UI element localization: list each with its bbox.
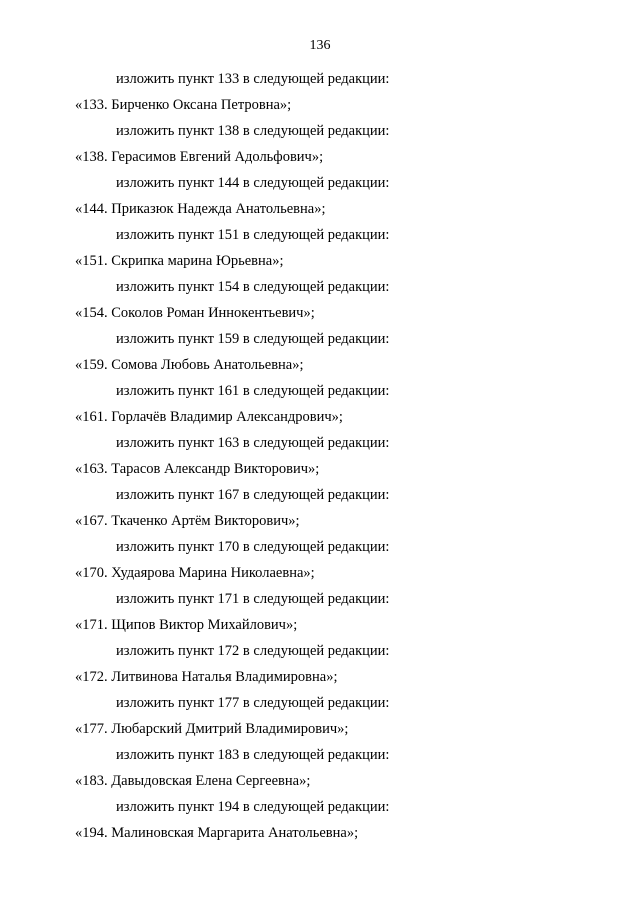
amendment-entry: «194. Малиновская Маргарита Анатольевна»; <box>75 825 359 841</box>
amendment-instruction: изложить пункт 172 в следующей редакции: <box>116 643 390 659</box>
amendment-entry: «154. Соколов Роман Иннокентьевич»; <box>75 305 315 321</box>
amendment-entry: «138. Герасимов Евгений Адольфович»; <box>75 149 324 165</box>
amendment-entry: «170. Худаярова Марина Николаевна»; <box>75 565 315 581</box>
amendment-instruction: изложить пункт 170 в следующей редакции: <box>116 539 390 555</box>
amendment-entry: «159. Сомова Любовь Анатольевна»; <box>75 357 304 373</box>
amendment-entry: «171. Щипов Виктор Михайлович»; <box>75 617 298 633</box>
amendment-instruction: изложить пункт 151 в следующей редакции: <box>116 227 390 243</box>
amendment-entry: «161. Горлачёв Владимир Александрович»; <box>75 409 343 425</box>
amendment-instruction: изложить пункт 171 в следующей редакции: <box>116 591 390 607</box>
amendment-instruction: изложить пункт 154 в следующей редакции: <box>116 279 390 295</box>
amendment-entry: «167. Ткаченко Артём Викторович»; <box>75 513 300 529</box>
amendment-entry: «133. Бирченко Оксана Петровна»; <box>75 97 292 113</box>
amendment-entry: «151. Скрипка марина Юрьевна»; <box>75 253 284 269</box>
amendment-instruction: изложить пункт 138 в следующей редакции: <box>116 123 390 139</box>
amendment-instruction: изложить пункт 133 в следующей редакции: <box>116 71 390 87</box>
amendment-instruction: изложить пункт 144 в следующей редакции: <box>116 175 390 191</box>
amendment-entry: «144. Приказюк Надежда Анатольевна»; <box>75 201 326 217</box>
amendment-entry: «177. Любарский Дмитрий Владимирович»; <box>75 721 349 737</box>
amendment-instruction: изложить пункт 167 в следующей редакции: <box>116 487 390 503</box>
amendment-entry: «163. Тарасов Александр Викторович»; <box>75 461 320 477</box>
amendment-entry: «172. Литвинова Наталья Владимировна»; <box>75 669 338 685</box>
amendment-list <box>0 71 640 851</box>
amendment-instruction: изложить пункт 161 в следующей редакции: <box>116 383 390 399</box>
amendment-instruction: изложить пункт 194 в следующей редакции: <box>116 799 390 815</box>
page-number: 136 <box>309 38 331 53</box>
amendment-instruction: изложить пункт 177 в следующей редакции: <box>116 695 390 711</box>
amendment-instruction: изложить пункт 159 в следующей редакции: <box>116 331 390 347</box>
amendment-entry: «183. Давыдовская Елена Сергеевна»; <box>75 773 311 789</box>
amendment-instruction: изложить пункт 183 в следующей редакции: <box>116 747 390 763</box>
amendment-instruction: изложить пункт 163 в следующей редакции: <box>116 435 390 451</box>
